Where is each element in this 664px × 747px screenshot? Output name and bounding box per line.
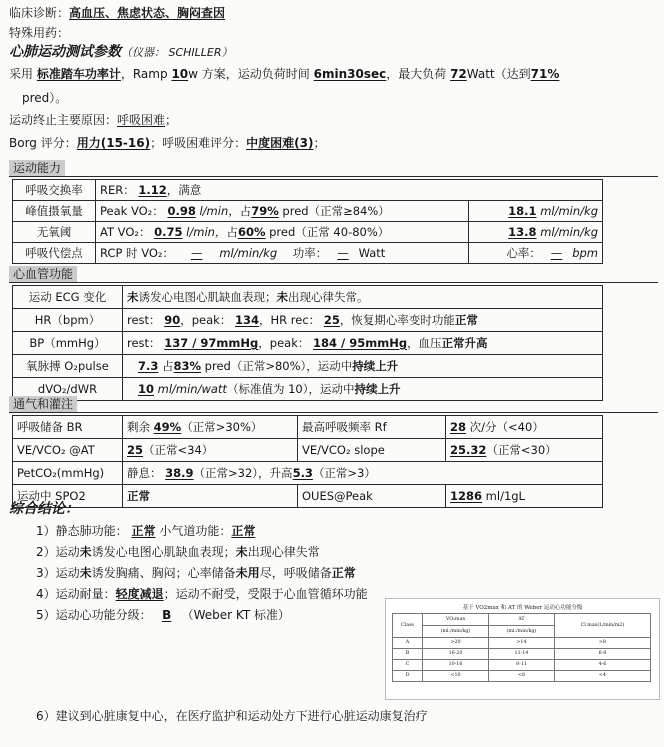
table-row <box>13 201 603 222</box>
petco2-cell <box>123 462 603 485</box>
section-capacity: 运动能力 <box>9 160 65 177</box>
at-unit: l/min， <box>186 224 227 239</box>
table-row <box>13 332 603 355</box>
conclusion-item-6: 6）建议到心脏康复中心，在医疗监护和运动处方下进行心脏运动康复治疗 <box>36 709 428 723</box>
weber-cell: B <box>393 649 423 660</box>
table-row <box>13 439 603 462</box>
rer-value: 1.12 <box>138 182 167 197</box>
slope-label: VE/VCO₂ slope <box>298 439 446 462</box>
protocol-line <box>9 67 559 82</box>
bp-tail: 正常升高 <box>441 335 488 350</box>
oues-label: OUES@Peak <box>298 485 446 508</box>
rcp-hr-value: — <box>550 245 563 260</box>
c3-d: 尽，呼吸储备 <box>259 566 332 580</box>
c3-e: 正常 <box>331 566 356 580</box>
peak-vo2-abs: 18.1 <box>508 203 537 218</box>
dyspnea-value: 中度困难(3) <box>246 136 314 150</box>
weber-cell: >14 <box>488 638 554 649</box>
c2-b: 诱发心电图心肌缺血表现； <box>91 545 236 559</box>
section-capacity-rule <box>9 176 658 177</box>
table-row <box>13 416 603 439</box>
termination-line: 运动终止主要原因：呼吸困难； <box>9 113 178 127</box>
hr-label: HR（bpm） <box>13 309 123 332</box>
bp-cell <box>123 332 603 355</box>
borg-sep: ；呼吸困难评分： <box>150 136 247 150</box>
peak-vo2-pre: Peak VO₂： <box>100 203 164 218</box>
c4-v: 轻度减退 <box>115 587 164 601</box>
ecg-b: 诱发心电图心肌缺血表现； <box>138 289 277 304</box>
hr-rec: 25 <box>323 312 340 327</box>
table-row <box>393 671 651 682</box>
spo2-value: 正常 <box>127 488 150 503</box>
peak-vo2-abs-unit: ml/min/kg <box>540 203 598 218</box>
special-meds-line <box>9 26 69 41</box>
weber-cell: A <box>393 638 423 649</box>
c4-post: ；运动不耐受，受限于心血管循环功能 <box>163 587 368 601</box>
bp-label: BP（mmHg） <box>13 332 123 355</box>
peak-vo2-value: 0.98 <box>167 203 196 218</box>
section-cardio-rule <box>9 282 658 283</box>
weber-cell: 4-6 <box>554 660 650 671</box>
weber-cell: <4 <box>554 671 650 682</box>
bp-rest-pre: rest： <box>127 335 161 350</box>
rer-pre: RER： <box>100 182 135 197</box>
weber-sh2: (ml./min/kg) <box>488 626 554 638</box>
weber-cell: <10 <box>423 671 489 682</box>
at-abs-cell <box>469 222 603 243</box>
table-row <box>393 660 651 671</box>
spo2-label: 运动中 SPO2 <box>13 485 123 508</box>
rcp-hr-unit: bpm <box>572 245 598 260</box>
section-cardio: 心血管功能 <box>9 266 77 283</box>
weber-h3: Cl max(L/min/m2) <box>554 614 650 638</box>
hr-rec-pre: ，HR rec： <box>259 312 321 327</box>
weber-h1: VO₂max <box>423 614 489 626</box>
petco2-mid: （正常>32），升高 <box>193 465 293 480</box>
rcp-hr-label: 心率： <box>506 245 541 260</box>
conclusion-item-5 <box>36 608 290 623</box>
veat-value: 25 <box>127 442 144 457</box>
spo2-cell <box>123 485 298 508</box>
cpet-title-line <box>9 44 233 62</box>
peak-vo2-pct-post: pred（正常≥84%） <box>278 203 390 218</box>
rer-cell <box>96 180 603 201</box>
ecg-a: 未 <box>127 289 139 304</box>
c3-b: 诱发胸痛、胸闷；心率储备 <box>91 566 236 580</box>
at-pct-post: pred（正常 40-80%） <box>265 224 390 239</box>
at-pct-pre: 占 <box>226 224 238 239</box>
hr-rest-pre: rest： <box>127 312 161 327</box>
c1-v2: 正常 <box>231 524 256 538</box>
max-load: 72 <box>450 67 467 81</box>
weber-header-row <box>393 614 651 626</box>
c5-pre: 5）运动心功能分级： <box>36 608 152 622</box>
c2-c: 未 <box>235 545 248 559</box>
rf-post: 次/分（<40） <box>469 419 544 434</box>
rer-label: 呼吸交换率 <box>13 180 96 201</box>
table-row <box>13 309 603 332</box>
petco2-value: 38.9 <box>165 465 194 480</box>
weber-cell: >20 <box>423 638 489 649</box>
rf-cell <box>446 416 603 439</box>
oues-cell <box>446 485 603 508</box>
rcp-hr-cell <box>469 243 603 264</box>
rf-value: 28 <box>450 419 467 434</box>
c2-d: 出现心律失常 <box>247 545 320 559</box>
table-row <box>13 378 603 401</box>
table-row <box>13 243 603 264</box>
hr-peak: 134 <box>234 312 259 327</box>
rcp-power-unit: Watt <box>358 245 386 260</box>
rcp-unit: ml/min/kg <box>219 245 278 260</box>
at-pre: AT VO₂： <box>100 224 151 239</box>
peak-vo2-unit: l/min， <box>199 203 240 218</box>
ecg-cell <box>123 286 603 309</box>
hr-tail: 正常 <box>454 312 478 327</box>
table-row <box>13 222 603 243</box>
diagnosis-label: 临床诊断： <box>9 6 70 20</box>
dvo2-label: dVO₂/dWR <box>13 378 123 401</box>
c5-v: B <box>162 608 172 622</box>
peak-vo2-abs-cell <box>469 201 603 222</box>
c1-v1: 正常 <box>131 524 156 538</box>
at-abs: 13.8 <box>508 224 537 239</box>
peak-vo2-label: 峰值摄氧量 <box>13 201 96 222</box>
c1-pre: 1）静态肺功能： <box>36 524 128 538</box>
borg-line: Borg 评分：用力(15-16)；呼吸困难评分：中度困难(3)； <box>9 136 326 150</box>
o2pulse-pct-pre: 占 <box>162 358 174 373</box>
c5-post: （Weber KT 标准） <box>181 608 291 622</box>
weber-cell: 11-14 <box>488 649 554 660</box>
rf-label: 最高呼吸频率 Rf <box>298 416 446 439</box>
hr-peak-pre: ，peak： <box>180 312 232 327</box>
bp-peak-pre: ，peak： <box>258 335 310 350</box>
dvo2-cell <box>123 378 603 401</box>
o2pulse-label: 氧脉搏 O₂pulse <box>13 355 123 378</box>
o2pulse-cell <box>123 355 603 378</box>
weber-cell: 16-20 <box>423 649 489 660</box>
ramp-post: w 方案，运动负荷时间 <box>188 67 310 81</box>
table-row <box>13 286 603 309</box>
termination-value: 呼吸困难 <box>117 113 166 127</box>
rcp-label: 呼吸代偿点 <box>13 243 96 264</box>
borg-value: 用力(15-16) <box>76 136 151 150</box>
weber-cell: C <box>393 660 423 671</box>
weber-cell: 10-16 <box>423 660 489 671</box>
protocol-pre: 采用 <box>9 67 34 81</box>
slope-cell <box>446 439 603 462</box>
termination-label: 运动终止主要原因： <box>9 113 118 127</box>
veat-label: VE/VCO₂ @AT <box>13 439 123 462</box>
hr-post: ，恢复期心率变时功能 <box>339 312 455 327</box>
oues-unit: ml/1gL <box>485 488 525 503</box>
rcp-cell <box>96 243 469 264</box>
br-cell <box>123 416 298 439</box>
veat-cell <box>123 439 298 462</box>
weber-cell: 8-11 <box>488 660 554 671</box>
protocol-tail: pred）。 <box>22 91 68 105</box>
c2-a: 未 <box>79 545 92 559</box>
capacity-table <box>12 179 603 264</box>
c3-c: 未用 <box>235 566 260 580</box>
petco2-label: PetCO₂(mmHg) <box>13 462 123 485</box>
weber-cell: >8 <box>554 638 650 649</box>
veat-post: （正常<34） <box>143 442 214 457</box>
o2pulse-tail: 持续上升 <box>352 358 399 373</box>
conclusion-item-3 <box>36 566 356 581</box>
at-cell <box>96 222 469 243</box>
ecg-d: 出现心律失常。 <box>288 289 369 304</box>
bp-post: ，血压 <box>407 335 442 350</box>
at-value: 0.75 <box>154 224 183 239</box>
c3-a: 未 <box>79 566 92 580</box>
section-vent: 通气和灌注 <box>9 396 77 413</box>
special-meds-label: 特殊用药： <box>9 26 70 40</box>
slope-value: 25.32 <box>450 442 487 457</box>
petco2-rise: 5.3 <box>292 465 313 480</box>
conclusion-item-1 <box>36 524 255 539</box>
table-row <box>13 462 603 485</box>
bp-peak: 184 / 95mmHg <box>313 335 408 350</box>
slope-post: （正常<30） <box>486 442 557 457</box>
table-row <box>393 638 651 649</box>
table-row <box>13 180 603 201</box>
cardio-table <box>12 285 603 401</box>
rcp-power-label: 功率： <box>292 245 328 260</box>
o2pulse-post: pred（正常>80%），运动中 <box>201 358 353 373</box>
dvo2-value: 10 <box>137 381 154 396</box>
peak-vo2-cell <box>96 201 469 222</box>
c1-mid: 小气道功能： <box>159 524 232 538</box>
diagnosis-line <box>9 6 225 21</box>
weber-h0: Class <box>393 614 423 638</box>
weber-cell: D <box>393 671 423 682</box>
ramp-value: 10 <box>171 67 189 81</box>
br-value: 49% <box>153 419 182 434</box>
at-label: 无氧阈 <box>13 222 96 243</box>
hr-cell <box>123 309 603 332</box>
conclusion-item-2 <box>36 545 320 560</box>
protocol-method: 标准踏车功率计 <box>36 67 121 81</box>
dvo2-unit: ml/min/watt <box>157 381 227 396</box>
ramp-pre: ，Ramp <box>120 67 168 81</box>
c3-pre: 3）运动 <box>36 566 80 580</box>
weber-cell: <8 <box>488 671 554 682</box>
at-pct: 60% <box>237 224 266 239</box>
diagnosis-value: 高血压、焦虑状态、胸闷查因 <box>69 6 226 20</box>
oues-value: 1286 <box>450 488 483 503</box>
c2-pre: 2）运动 <box>36 545 80 559</box>
weber-cell: 6-8 <box>554 649 650 660</box>
vent-table <box>12 415 603 508</box>
weber-classification-table <box>385 598 660 700</box>
borg-label: Borg 评分： <box>9 136 77 150</box>
instrument-note: （仪器： SCHILLER） <box>121 46 233 59</box>
bp-rest: 137 / 97mmHg <box>164 335 259 350</box>
conclusion-title: 综合结论： <box>9 501 79 517</box>
rcp-power-value: — <box>337 245 349 260</box>
cpet-title: 心肺运动测试参数 <box>9 44 121 60</box>
weber-h2: AT <box>488 614 554 626</box>
conclusion-title-line <box>9 501 79 519</box>
table-row <box>13 485 603 508</box>
br-post: （正常>30%） <box>181 419 263 434</box>
protocol-mid: ，最大负荷 <box>386 67 447 81</box>
br-label: 呼吸储备 BR <box>13 416 123 439</box>
ecg-c: 未 <box>276 289 288 304</box>
weber-sh1: (ml./min/kg) <box>423 626 489 638</box>
table-row <box>393 649 651 660</box>
br-pre: 剩余 <box>127 419 150 434</box>
rcp-value: — <box>190 245 203 260</box>
dvo2-tail: 持续上升 <box>354 381 401 396</box>
exercise-time: 6min30sec <box>313 67 387 81</box>
at-abs-unit: ml/min/kg <box>540 224 598 239</box>
o2pulse-pct: 83% <box>173 358 202 373</box>
load-percent: 71% <box>530 67 560 81</box>
peak-vo2-pct-pre: 占 <box>239 203 252 218</box>
rcp-pre: RCP 时 VO₂： <box>100 245 175 260</box>
c4-pre: 4）运动耐量： <box>36 587 116 601</box>
conclusion-item-4 <box>36 587 368 602</box>
rer-post: ，满意 <box>166 182 202 197</box>
watt-pre: Watt（达到 <box>466 67 531 81</box>
table-row <box>13 355 603 378</box>
weber-title: 基于 VO2max 和 AT 的 Weber 运动心功能分级 <box>462 605 583 611</box>
o2pulse-value: 7.3 <box>137 358 159 373</box>
petco2-pre: 静息： <box>127 465 162 480</box>
weber-grid <box>392 613 651 682</box>
section-vent-rule <box>9 412 658 413</box>
dvo2-post: （标准值为 10），运动中 <box>226 381 355 396</box>
hr-rest: 90 <box>164 312 181 327</box>
ecg-label: 运动 ECG 变化 <box>13 286 123 309</box>
petco2-post: （正常>3） <box>312 465 376 480</box>
peak-vo2-pct: 79% <box>251 203 279 218</box>
